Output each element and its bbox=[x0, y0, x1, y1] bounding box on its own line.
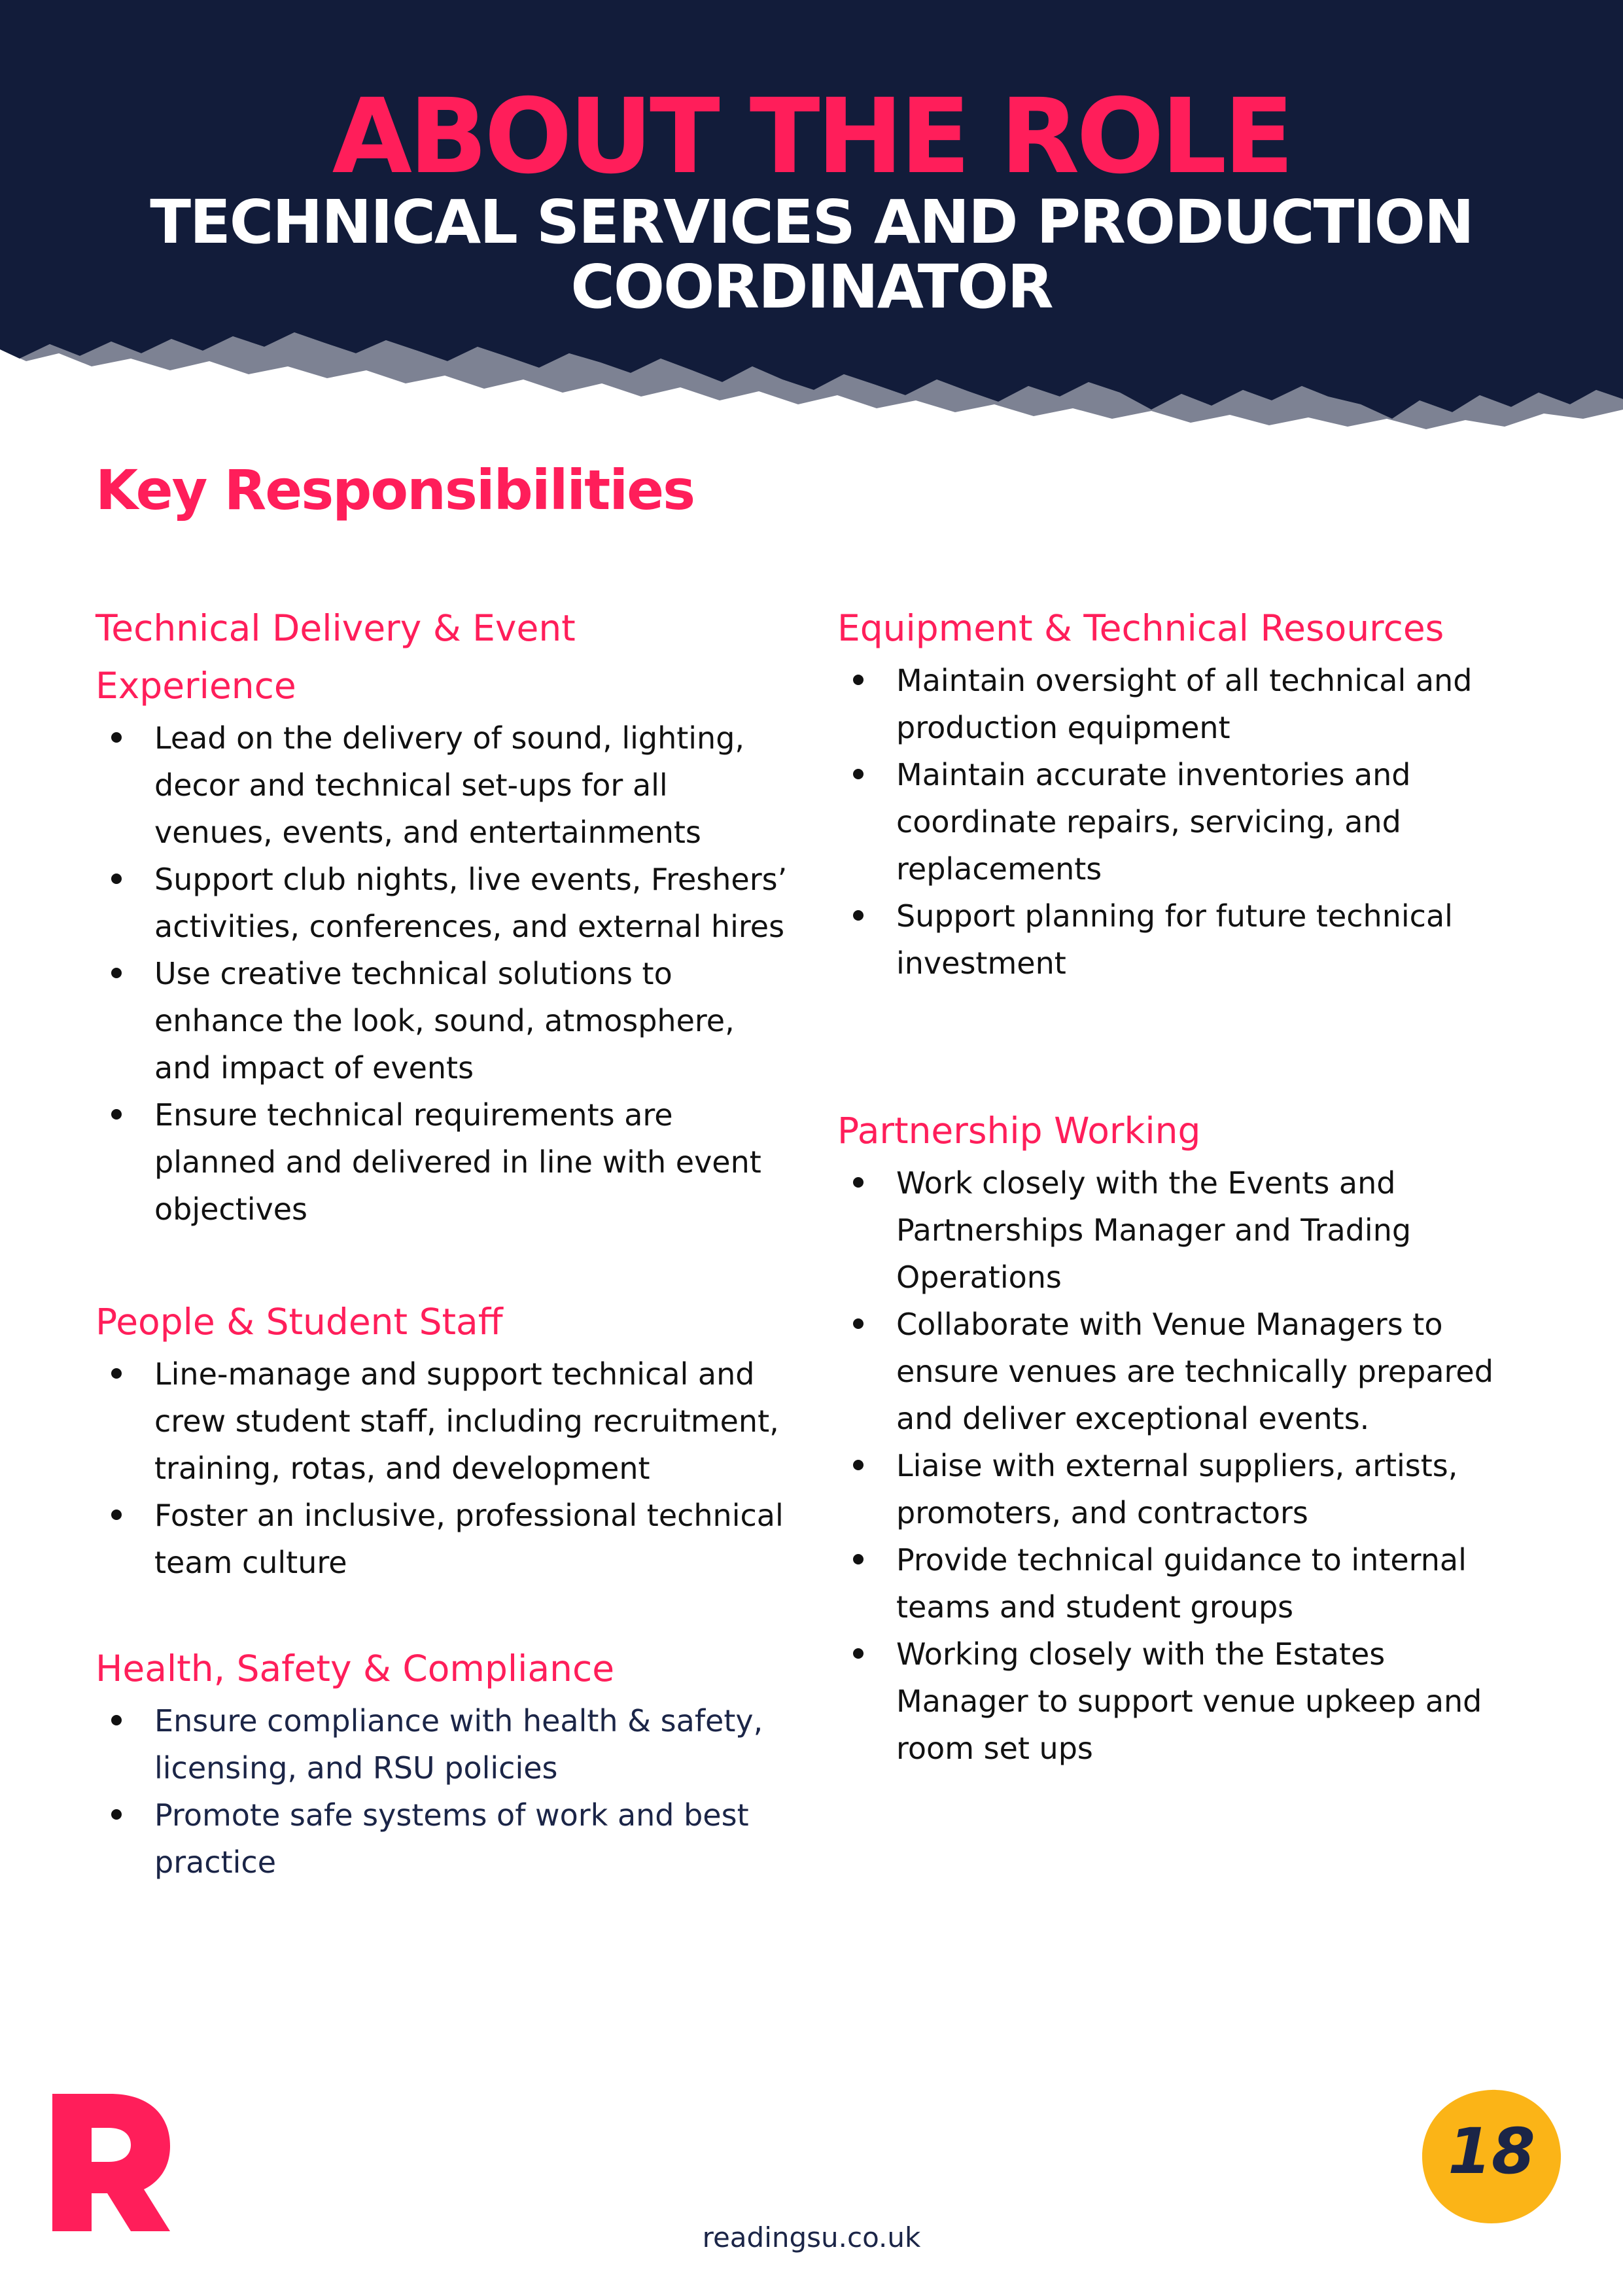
right-column bbox=[837, 599, 1518, 1772]
section-heading: Partnership Working bbox=[837, 1110, 1201, 1152]
list-item: Work closely with the Events and Partnerships Manager and Trading Operations bbox=[837, 1159, 1518, 1301]
section-equipment bbox=[837, 599, 1518, 987]
page-title: ABOUT THE ROLE bbox=[332, 77, 1291, 197]
bullet-list bbox=[96, 1351, 789, 1586]
header-banner bbox=[0, 0, 1623, 458]
section-people bbox=[96, 1293, 789, 1586]
list-item: Provide technical guidance to internal teams and student groups bbox=[837, 1536, 1518, 1631]
list-item: Working closely with the Estates Manager to support venue upkeep and room set ups bbox=[837, 1631, 1518, 1772]
section-heading: Equipment & Technical Resources bbox=[837, 607, 1444, 649]
bullet-list bbox=[96, 715, 789, 1233]
page-number: 18 bbox=[1448, 2115, 1535, 2188]
section-heading bbox=[96, 599, 789, 715]
heading-line1: Technical Delivery & Event bbox=[96, 607, 576, 649]
list-item: Use creative technical solutions to enhance the look, sound, atmosphere, and impact of events bbox=[96, 950, 789, 1091]
section-heading: Health, Safety & Compliance bbox=[96, 1648, 615, 1689]
bullet-list bbox=[96, 1697, 789, 1886]
list-item: Foster an inclusive, professional technical team culture bbox=[96, 1492, 789, 1586]
readingsu-logo-icon bbox=[52, 2094, 170, 2231]
section-partnership bbox=[837, 1102, 1518, 1772]
section-health-safety bbox=[96, 1640, 789, 1886]
role-title bbox=[0, 187, 1623, 323]
list-item: Maintain accurate inventories and coordinate repairs, servicing, and replacements bbox=[837, 751, 1518, 892]
list-item: Promote safe systems of work and best practice bbox=[96, 1792, 789, 1886]
section-heading: People & Student Staff bbox=[96, 1301, 503, 1343]
list-item: Line-manage and support technical and crew student staff, including recruitment, training, rotas, and development bbox=[96, 1351, 789, 1492]
role-title-line1: TECHNICAL SERVICES AND PRODUCTION bbox=[150, 187, 1473, 257]
key-responsibilities-heading: Key Responsibilities bbox=[96, 458, 695, 522]
role-title-line2: COORDINATOR bbox=[570, 252, 1053, 323]
list-item: Ensure technical requirements are planned and delivered in line with event objectives bbox=[96, 1091, 789, 1233]
footer-url[interactable]: readingsu.co.uk bbox=[702, 2221, 921, 2253]
heading-line2: Experience bbox=[96, 665, 296, 707]
list-item: Support club nights, live events, Freshers’ activities, conferences, and external hires bbox=[96, 856, 789, 950]
list-item: Lead on the delivery of sound, lighting, decor and technical set-ups for all venues, events, and entertainments bbox=[96, 715, 789, 856]
list-item: Ensure compliance with health & safety, licensing, and RSU policies bbox=[96, 1697, 789, 1792]
section-technical-delivery bbox=[96, 599, 789, 1233]
list-item: Collaborate with Venue Managers to ensure venues are technically prepared and deliver exceptional events. bbox=[837, 1301, 1518, 1442]
list-item: Maintain oversight of all technical and production equipment bbox=[837, 657, 1518, 751]
list-item: Support planning for future technical investment bbox=[837, 892, 1518, 987]
r-logo-icon bbox=[52, 2094, 170, 2231]
list-item: Liaise with external suppliers, artists, promoters, and contractors bbox=[837, 1442, 1518, 1536]
left-column bbox=[96, 599, 789, 1886]
bullet-list bbox=[837, 1159, 1518, 1772]
bullet-list bbox=[837, 657, 1518, 987]
